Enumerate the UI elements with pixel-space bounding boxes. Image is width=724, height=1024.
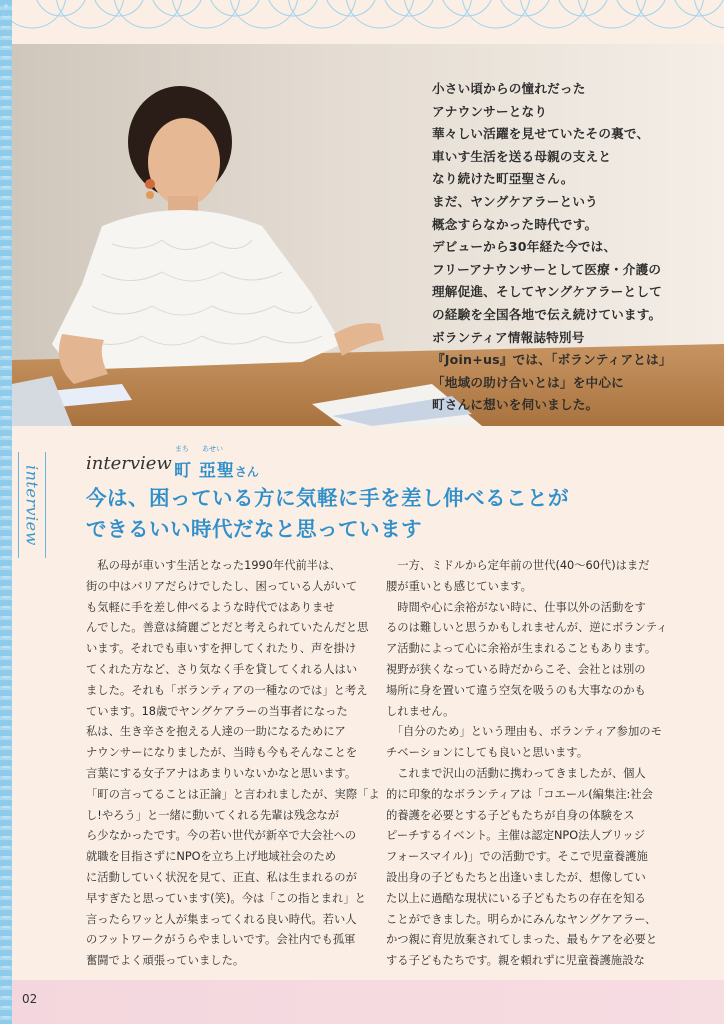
intro-line: まだ、ヤングケアラーという [432, 193, 598, 209]
body-column-left [86, 556, 384, 972]
intro-line: デビューから30年経た今では、 [432, 239, 617, 255]
intro-line: 理解促進、そしてヤングケアラーとして [432, 284, 662, 300]
body-line: ことができました。明らかにみんなヤングケアラー、 [386, 912, 657, 926]
body-line: 腰が重いとも感じています。 [386, 579, 532, 593]
name-honorific: さん [234, 465, 259, 479]
headline-line: できるいい時代だなと思っています [86, 517, 422, 541]
body-line: るのは難しいと思うかもしれませんが、逆にボランティ [386, 621, 668, 635]
intro-line: 『Join+us』では、「ボランティアとは」 [432, 352, 672, 368]
intro-line: 町さんに想いを伺いました。 [432, 397, 599, 413]
byline-keyword: interview [86, 453, 172, 474]
body-line: います。それでも車いすを押してくれたり、声を掛け [86, 642, 357, 656]
body-line: ア活動によって心に余裕が生まれることもあります。 [386, 642, 657, 656]
intro-line: アナウンサーとなり [432, 103, 548, 119]
intro-text [432, 78, 712, 417]
body-line: 言葉にする女子アナはあまりいないかなと思います。 [86, 766, 357, 780]
side-section-label [18, 452, 46, 558]
body-line: 私は、生き辛さを抱える人達の一助になるためにア [86, 725, 346, 739]
body-line: 視野が狭くなっている時だからこそ、会社とは別の [386, 662, 646, 676]
body-line: 言ったらワッと人が集まってくれる良い時代。若い人 [86, 912, 357, 926]
body-line: ました。それも「ボランティアの一種なのでは」と考え [86, 683, 368, 697]
decorative-top-border [12, 0, 724, 44]
body-line: 「町の言ってることは正論」と言われましたが、実際「よ [86, 787, 380, 801]
body-line: フォースマイル)」での活動です。そこで児童養護施 [386, 850, 648, 864]
intro-line: 車いす生活を送る母親の支えと [432, 148, 612, 164]
intro-line: 「地域の助け合いとは」を中心に [432, 374, 624, 390]
body-line: ピーチするイベント。主催は認定NPO法人ブリッジ [386, 829, 646, 843]
body-line: のフットワークがうらやましいです。会社内でも孤軍 [86, 933, 356, 947]
body-line: 奮闘でよく頑張っていました。 [86, 954, 245, 968]
body-line: する子どもたちです。親を頼れずに児童養護施設な [386, 954, 645, 968]
body-line: 場所に身を置いて違う空気を吸うのも大事なのかも [386, 683, 646, 697]
body-line: 的に印象的なボランティアは「コエール(編集注:社会 [386, 787, 653, 801]
intro-line: なり続けた町亞聖さん。 [432, 171, 574, 187]
body-line: んでした。善意は綺麗ごとだと考えられていたんだと思 [86, 621, 369, 635]
body-line: 就職を目指さずにNPOを立ち上げ地域社会のため [86, 850, 337, 864]
interviewee-name [174, 456, 259, 481]
article-headline [86, 483, 706, 545]
body-line: 「自分のため」という理由も、ボランティア参加のモ [386, 725, 662, 739]
intro-line: ボランティア情報誌特別号 [432, 329, 585, 345]
body-column-right [386, 556, 684, 972]
page-number: 02 [22, 992, 38, 1006]
name-text: 町 亞聖 [174, 461, 235, 481]
intro-line: フリーアナウンサーとして医療・介護の [432, 261, 662, 277]
body-line: ています。18歳でヤングケアラーの当事者になった [86, 704, 348, 718]
body-line: た以上に過酷な現状にいる子どもたちの存在を知る [386, 891, 646, 905]
intro-line: 概念すらなかった時代です。 [432, 216, 598, 232]
body-line: も気軽に手を差し伸べるような時代ではありませ [86, 600, 335, 614]
body-line: しれません。 [386, 704, 455, 718]
wave-circles-graphic [12, 0, 724, 44]
intro-line: の経験を全国各地で伝え続けています。 [432, 306, 662, 322]
body-line: 的養護を必要とする子どもたちが自身の体験をス [386, 808, 635, 822]
side-label-text: interview [22, 464, 42, 546]
body-line: てくれた方など、さり気なく手を貸してくれる人はい [86, 662, 358, 676]
page-footer-band [12, 980, 724, 1024]
body-line: し!やろう」と一緒に動いてくれる先輩は残念なが [86, 808, 340, 822]
name-ruby-family: まち [175, 445, 189, 453]
body-line: に活動していく状況を見て、正直、私は生まれるのが [86, 870, 357, 884]
body-line: かつ親に育児放棄されてしまった、最もケアを必要と [386, 933, 658, 947]
name-ruby-given: あせい [202, 445, 223, 453]
body-line: 街の中はバリアだらけでしたし、困っている人がいて [86, 579, 358, 593]
body-line: これまで沢山の活動に携わってきましたが、個人 [386, 766, 646, 780]
decorative-side-stripe [0, 0, 12, 1024]
body-line: 時間や心に余裕がない時に、仕事以外の活動をす [386, 600, 646, 614]
body-line: 早すぎたと思っています(笑)。今は「この指とまれ」と [86, 891, 366, 905]
body-line: 私の母が車いす生活となった1990年代前半は、 [86, 559, 341, 572]
body-line: ナウンサーになりましたが、当時も今もそんなことを [86, 746, 358, 760]
body-line: チベーションにしても良いと思います。 [386, 746, 588, 760]
body-line: 一方、ミドルから定年前の世代(40～60代)はまだ [386, 559, 650, 572]
intro-line: 小さい頃からの憧れだった [432, 81, 586, 96]
body-line: 設出身の子どもたちと出逢いましたが、想像してい [386, 870, 646, 884]
body-line: ら少なかったです。今の若い世代が新卒で大会社への [86, 829, 357, 843]
headline-line: 今は、困っている方に気軽に手を差し伸べることが [86, 486, 569, 510]
intro-line: 華々しい活躍を見せていたその裏で、 [432, 126, 650, 142]
